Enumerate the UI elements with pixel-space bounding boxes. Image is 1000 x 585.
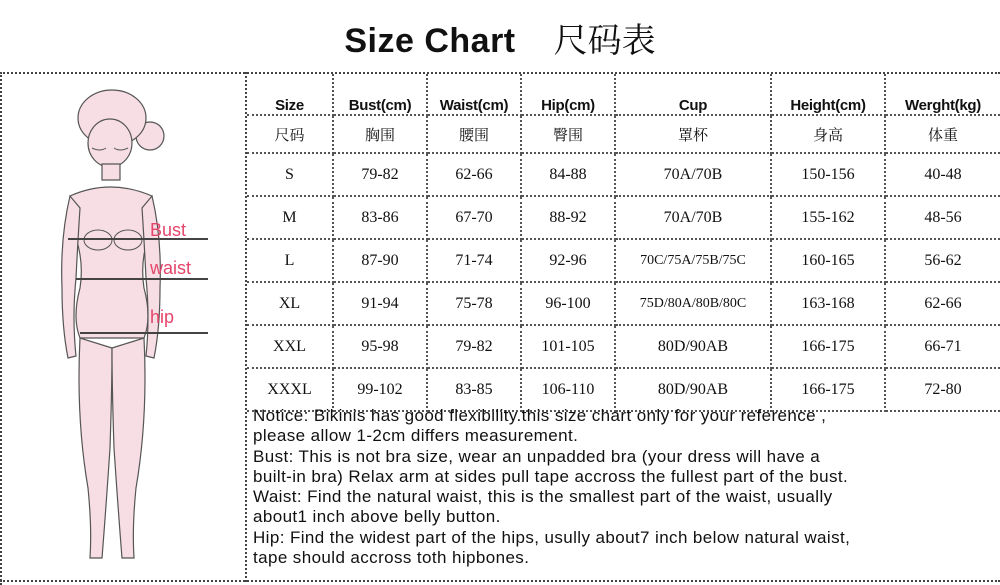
measurement-notes [253,406,997,568]
weight-cell: 62-66 [885,282,1000,325]
column-header: Cup [615,74,771,115]
size-cell: XL [247,282,333,325]
note-line: Waist: Find the natural waist, this is the smallest part of the waist, usually [253,487,833,507]
weight-cell: 72-80 [885,368,1000,411]
height-cell: 166-175 [771,368,885,411]
table-row [247,196,1000,239]
hip-cell: 84-88 [521,153,615,196]
table-row [247,282,1000,325]
bust-label: Bust [150,220,187,240]
body-figure [40,88,240,568]
column-header-cn: 尺码 [247,115,333,153]
waist-cell: 62-66 [427,153,521,196]
hip-cell: 92-96 [521,239,615,282]
column-header: Hip(cm) [521,74,615,115]
bust-cell: 79-82 [333,153,427,196]
size-cell: XXXL [247,368,333,411]
note-line: please allow 1-2cm differs measurement. [253,426,579,446]
size-cell: S [247,153,333,196]
height-cell: 155-162 [771,196,885,239]
header-row-cn [247,115,1000,153]
size-cell: L [247,239,333,282]
column-header-cn: 臀围 [521,115,615,153]
bust-cell: 95-98 [333,325,427,368]
cup-cell: 70A/70B [615,196,771,239]
height-cell: 166-175 [771,325,885,368]
hip-cell: 88-92 [521,196,615,239]
bust-cell: 83-86 [333,196,427,239]
column-header-cn: 罩杯 [615,115,771,153]
bust-line [68,238,208,240]
table-row [247,153,1000,196]
left-border [0,72,2,585]
cup-cell: 80D/90AB [615,368,771,411]
waist-label: waist [150,258,192,278]
column-header-cn: 身高 [771,115,885,153]
column-header: Bust(cm) [333,74,427,115]
title-row [0,0,1000,72]
hip-cell: 96-100 [521,282,615,325]
table-row [247,239,1000,282]
bottom-border [0,580,1000,582]
cup-cell: 75D/80A/80B/80C [615,282,771,325]
size-table [247,74,1000,412]
note-line: Hip: Find the widest part of the hips, usully about7 inch below natural waist, [253,527,851,547]
body-figure-illustration [40,88,240,568]
height-cell: 160-165 [771,239,885,282]
column-header-cn: 体重 [885,115,1000,153]
header-row-en [247,74,1000,115]
note-line: Notice: Bikinis has good flexibility.this size chart only for your reference , [253,406,827,425]
size-cell: XXL [247,325,333,368]
note-line: Bust: This is not bra size, wear an unpadded bra (your dress will have a [253,446,821,466]
cup-cell: 80D/90AB [615,325,771,368]
column-header: Height(cm) [771,74,885,115]
weight-cell: 66-71 [885,325,1000,368]
column-header-cn: 腰围 [427,115,521,153]
page-title: Size Chart [344,22,516,60]
cup-cell: 70C/75A/75B/75C [615,239,771,282]
bust-cell: 99-102 [333,368,427,411]
weight-cell: 40-48 [885,153,1000,196]
waist-cell: 67-70 [427,196,521,239]
weight-cell: 56-62 [885,239,1000,282]
height-cell: 163-168 [771,282,885,325]
cup-cell: 70A/70B [615,153,771,196]
waist-cell: 79-82 [427,325,521,368]
waist-line [76,278,208,280]
column-header: Size [247,74,333,115]
bust-cell: 87-90 [333,239,427,282]
note-line: tape should accross toth hipbones. [253,548,530,568]
hip-line [80,332,208,334]
height-cell: 150-156 [771,153,885,196]
size-cell: M [247,196,333,239]
hip-cell: 106-110 [521,368,615,411]
note-line: about1 inch above belly button. [253,507,501,527]
waist-cell: 71-74 [427,239,521,282]
waist-cell: 75-78 [427,282,521,325]
weight-cell: 48-56 [885,196,1000,239]
bust-cell: 91-94 [333,282,427,325]
column-header-cn: 胸围 [333,115,427,153]
waist-cell: 83-85 [427,368,521,411]
page-title-cn: 尺码表 [553,21,656,61]
hip-label: hip [150,307,175,327]
column-header: Werght(kg) [885,74,1000,115]
column-header: Waist(cm) [427,74,521,115]
table-row [247,368,1000,411]
hip-cell: 101-105 [521,325,615,368]
note-line: built-in bra) Relax arm at sides pull tape accross the fullest part of the bust. [253,466,849,486]
table-row [247,325,1000,368]
